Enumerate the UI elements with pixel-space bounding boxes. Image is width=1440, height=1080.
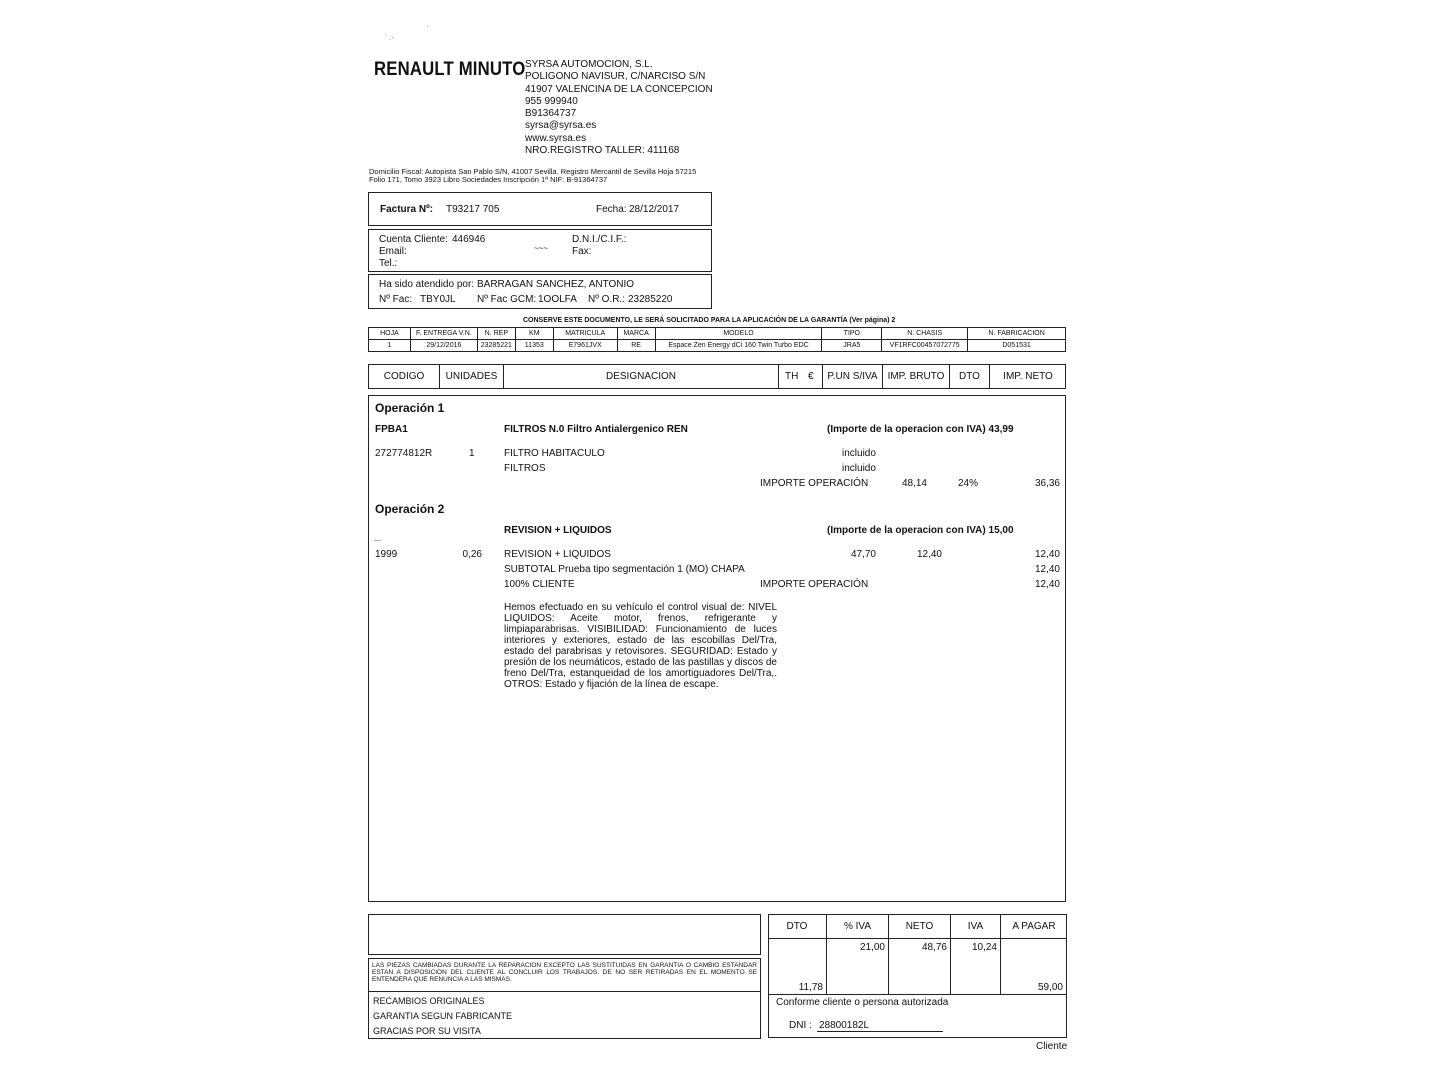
op2-bruto: 12,40 — [916, 549, 942, 560]
totals-neto: 48,76 — [921, 942, 947, 953]
totals-dto: 11,78 — [798, 982, 823, 993]
footer-note-1: RECAMBIOS ORIGINALES — [373, 996, 485, 1006]
invoice-date-label: Fecha: — [596, 204, 627, 215]
scan-mark: — — [374, 537, 381, 544]
company-info-line: 41907 VALENCINA DE LA CONCEPCION — [525, 83, 713, 95]
fax-label: Fax: — [572, 246, 592, 257]
email-value: ~~~ — [534, 244, 549, 253]
vehicle-value-cell: 23285221 — [477, 340, 515, 352]
vehicle-value-row — [369, 340, 1066, 352]
op1-item2-note: incluido — [842, 463, 876, 474]
op2-pun: 47,70 — [850, 549, 876, 560]
attended-by: BARRAGAN SANCHEZ, ANTONIO — [477, 279, 635, 290]
op2-item-units: 0,26 — [462, 549, 482, 560]
op1-title: Operación 1 — [375, 401, 445, 415]
totals-header-dto: DTO — [786, 921, 808, 932]
col-neto: IMP. NETO — [1003, 371, 1053, 382]
vehicle-header-cell: KM — [515, 328, 553, 340]
op1-item2-desc: FILTROS — [504, 463, 546, 474]
col-euro: € — [808, 371, 814, 382]
totals-header-iva: IVA — [967, 921, 984, 932]
totals-header-neto: NETO — [905, 921, 934, 932]
col-designacion: DESIGNACION — [605, 371, 676, 382]
vehicle-header-row — [369, 328, 1066, 340]
company-info-line: www.syrsa.es — [525, 132, 587, 144]
col-dto: DTO — [959, 371, 980, 382]
vehicle-header-cell: HOJA — [369, 328, 411, 340]
vehicle-value-cell: 29/12/2016 — [410, 340, 477, 352]
vehicle-header-cell: N. REP — [477, 328, 515, 340]
company-info-line: SYRSA AUTOMOCION, S.L. — [525, 59, 653, 70]
fiscal-line-2: Folio 171, Tomo 3923 Libro Sociedades Inscripción 1ª NIF: B-91364737 — [369, 175, 608, 184]
divider — [768, 938, 1067, 939]
account-value: 446946 — [452, 234, 486, 245]
vehicle-value-cell: 1 — [369, 340, 411, 352]
invoice-date: 28/12/2017 — [629, 204, 680, 215]
dni-cif-label: D.N.I./C.I.F.: — [572, 234, 627, 245]
attended-label: Ha sido atendido por: — [379, 279, 475, 290]
dni-value: 28800182L — [819, 1020, 870, 1031]
op2-item-code: 1999 — [375, 549, 398, 560]
op2-importe-label: IMPORTE OPERACIÓN — [760, 579, 869, 590]
vehicle-value-cell: E7961JVX — [553, 340, 617, 352]
vehicle-header-cell: MATRICULA — [553, 328, 617, 340]
brand-logo: RENAULT MINUTO — [374, 59, 526, 80]
op2-importe-neto: 12,40 — [1034, 579, 1060, 590]
dni-label: DNI : — [789, 1020, 812, 1031]
invoice-number: T93217 705 — [446, 204, 500, 215]
op1-dto: 24% — [958, 478, 979, 489]
totals-header-iva-pct: % IVA — [843, 921, 872, 932]
op2-item-desc: REVISION + LIQUIDOS — [504, 549, 611, 560]
op1-item-note: incluido — [842, 448, 876, 459]
col-pun: P.UN S/IVA — [827, 371, 878, 382]
vehicle-header-cell: N. CHASIS — [882, 328, 968, 340]
op1-item-code: 272774812R — [375, 448, 433, 459]
footer-note-2: GARANTIA SEGUN FABRICANTE — [373, 1011, 513, 1021]
company-info-line: B91364737 — [525, 108, 577, 120]
disclaimer-text: LAS PIEZAS CAMBIADAS DURANTE LA REPARACION EXCEPTO LAS SUSTITUIDAS EN GARANTIA O CAMBIO ESTANDAR ESTAN A DISPOSICION DEL CLIENTE AL CONCLUIR LOS TRABAJOS. DE NO SER RETIRADAS EN EL MOMENTO SE ENTENDERA QUE RENUNCIA A LAS MISMAS. — [372, 962, 757, 983]
op1-name: FILTROS N.0 Filtro Antialergenico REN — [504, 424, 688, 435]
vehicle-value-cell: D051531 — [968, 340, 1066, 352]
company-info-line: NRO.REGISTRO TALLER: 411168 — [525, 145, 680, 157]
col-bruto: IMP. BRUTO — [887, 371, 945, 382]
divider — [768, 994, 1067, 995]
totals-pagar: 59,00 — [1037, 982, 1063, 993]
op2-total: (Importe de la operacion con IVA) 15,00 — [827, 525, 1014, 536]
company-info-line: syrsa@syrsa.es — [525, 120, 597, 132]
observations-text: Hemos efectuado en su vehículo el control visual de: NIVEL LIQUIDOS: Aceite motor, frenos, refrigerante y limpiaparabrisas. VISIBILIDAD: Funcionamiento de luces interiores y exteriores, estado de las escobillas Del/Tra, estado del parabrisas y retovisores. SEGURIDAD: Estado y presión de los neumáticos, estado de las pastillas y discos de freno Del/Tra, estanqueidad de los amortiguadores Del/Tra,. OTROS: Estado y fijación de la línea de escape. — [504, 602, 777, 690]
vehicle-value-cell: RE — [617, 340, 655, 352]
op1-total: (Importe de la operacion con IVA) 43,99 — [827, 424, 1014, 435]
company-info-line: POLIGONO NAVISUR, C/NARCISO S/N — [525, 71, 706, 83]
op1-item-units: 1 — [469, 448, 475, 459]
scan-mark: ` .- — [385, 35, 394, 42]
col-codigo: CODIGO — [383, 371, 425, 382]
op1-item-desc: FILTRO HABITACULO — [504, 448, 605, 459]
invoice-number-label: Factura Nº: — [380, 204, 434, 215]
company-info-line: 955 999940 — [525, 95, 578, 107]
or-value: 23285220 — [628, 294, 673, 305]
vehicle-value-cell: VF1RFC00457072775 — [882, 340, 968, 352]
tel-label: Tel.: — [379, 258, 398, 269]
op1-neto: 36,36 — [1034, 478, 1060, 489]
nfac-value: TBY0JL — [420, 294, 456, 305]
nfac-label: Nº Fac: — [379, 294, 413, 305]
fiscal-line-1: Domicilio Fiscal: Autopista San Pablo S/N, 41007 Sevilla. Registro Mercantil de Sevilla Hoja 57215 — [369, 167, 697, 176]
col-unidades: UNIDADES — [445, 371, 498, 382]
gcm-value: 1OOLFA — [538, 294, 577, 305]
op1-code: FPBA1 — [375, 424, 408, 435]
op1-bruto: 48,14 — [901, 478, 927, 489]
col-th: TH — [785, 371, 799, 382]
warranty-notice: CONSERVE ESTE DOCUMENTO, LE SERÁ SOLICITADO PARA LA APLICACIÓN DE LA GARANTÍA (Ver página) 2 — [523, 317, 896, 324]
vehicle-value-cell: Espace Zen Energy dCi 160 Twin Turbo EDC — [655, 340, 822, 352]
vehicle-header-cell: MARCA — [617, 328, 655, 340]
vehicle-header-cell: MODELO — [655, 328, 822, 340]
cliente-label: Cliente — [1036, 1041, 1068, 1052]
totals-iva: 10,24 — [971, 942, 997, 953]
gcm-label: Nº Fac GCM: — [477, 294, 537, 305]
vehicle-header-cell: N. FABRICACION — [968, 328, 1066, 340]
signature-line — [817, 1031, 943, 1032]
divider — [368, 991, 761, 992]
footer-blank-box — [368, 914, 761, 955]
op1-importe-label: IMPORTE OPERACIÓN — [760, 478, 869, 489]
divider — [778, 364, 779, 389]
vehicle-value-cell: JRA5 — [822, 340, 882, 352]
op2-subtotal-neto: 12,40 — [1034, 564, 1060, 575]
vehicle-value-cell: 11353 — [515, 340, 553, 352]
op2-neto: 12,40 — [1034, 549, 1060, 560]
company-info — [525, 59, 713, 157]
vehicle-header-cell: TIPO — [822, 328, 882, 340]
op2-name: REVISION + LIQUIDOS — [504, 525, 612, 536]
op2-cliente-desc: 100% CLIENTE — [504, 579, 575, 590]
op2-title: Operación 2 — [375, 502, 445, 516]
footer-note-3: GRACIAS POR SU VISITA — [373, 1026, 481, 1036]
email-label: Email: — [379, 246, 407, 257]
vehicle-header-cell: F. ENTREGA V.N. — [410, 328, 477, 340]
account-label: Cuenta Cliente: — [379, 234, 448, 245]
op2-subtotal-desc: SUBTOTAL Prueba tipo segmentación 1 (MO) CHAPA — [504, 564, 745, 575]
conforme-label: Conforme cliente o persona autorizada — [776, 997, 949, 1008]
or-label: Nº O.R.: — [588, 294, 625, 305]
totals-header-pagar: A PAGAR — [1012, 921, 1056, 932]
totals-iva-pct: 21,00 — [859, 942, 885, 953]
scan-mark: ʼ — [427, 26, 429, 33]
vehicle-table — [368, 327, 1066, 352]
